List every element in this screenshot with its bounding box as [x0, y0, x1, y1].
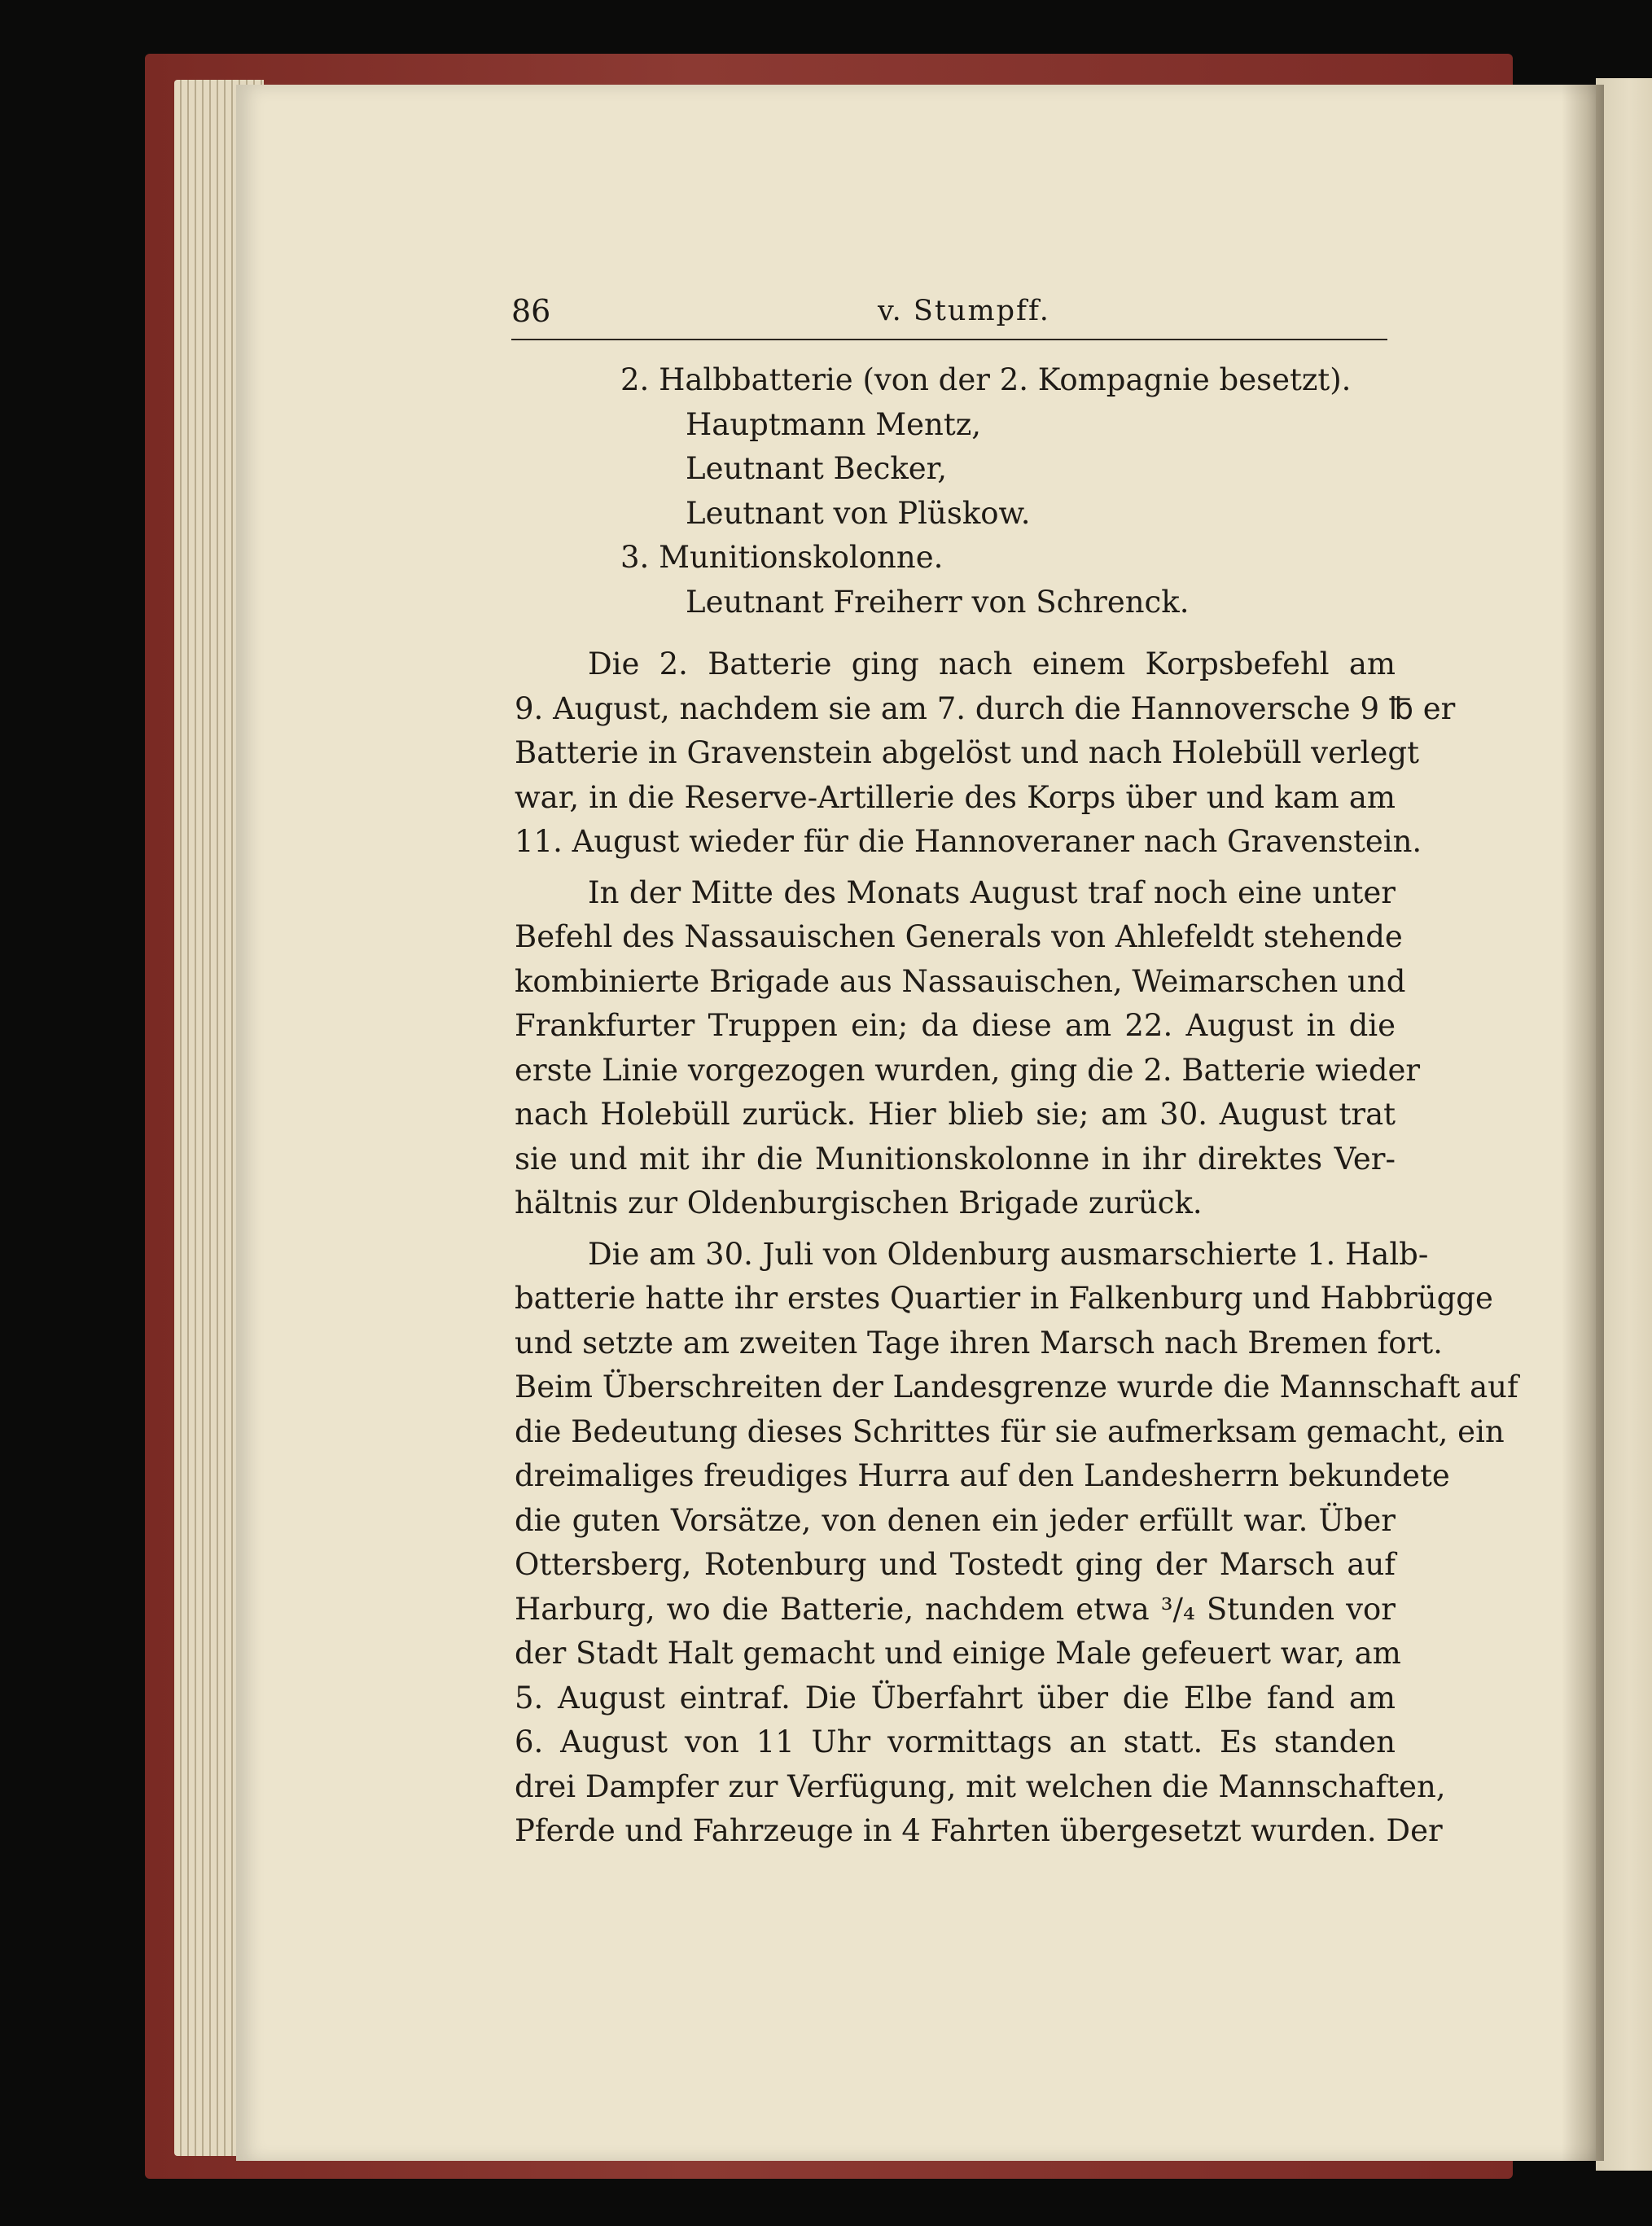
text-line: 9. August, nachdem sie am 7. durch die Hannoversche 9 ℔ er	[515, 690, 1456, 726]
text-line: und setzte am zweiten Tage ihren Marsch nach Bremen fort.	[515, 1325, 1443, 1361]
text-line: drei Dampfer zur Verfügung, mit welchen die Mannschaften,	[515, 1768, 1446, 1804]
running-head: v. Stumpff.	[878, 295, 1050, 327]
text-line: der Stadt Halt gemacht und einige Male gefeuert war, am	[515, 1636, 1401, 1671]
text-line: Batterie in Gravenstein abgelöst und nach Holebüll verlegt	[515, 735, 1419, 770]
text-line: nach Holebüll zurück. Hier blieb sie; am 30. August trat	[515, 1097, 1396, 1132]
text-line: batterie hatte ihr erstes Quartier in Falkenburg und Habbrügge	[515, 1281, 1493, 1316]
paragraph-spacer	[515, 624, 1396, 642]
page-header	[511, 291, 1387, 340]
text-line: dreimaliges freudiges Hurra auf den Landesherrn bekundete	[515, 1458, 1450, 1493]
text-line: kombinierte Brigade aus Nassauischen, Weimarschen und	[515, 963, 1406, 999]
text-line: Leutnant Becker,	[686, 451, 948, 486]
text-line: In der Mitte des Monats August traf noch eine unter	[588, 874, 1396, 910]
text-line: Hauptmann Mentz,	[686, 406, 982, 442]
facing-page-edge	[1596, 78, 1652, 2171]
text-line: Die am 30. Juli von Oldenburg ausmarschierte 1. Halb-	[588, 1236, 1429, 1272]
text-line: Befehl des Nassauischen Generals von Ahlefeldt stehende	[515, 919, 1403, 954]
text-line: 6. August von 11 Uhr vormittags an statt. Es standen	[515, 1724, 1396, 1759]
text-line: Harburg, wo die Batterie, nachdem etwa ³/₄ Stunden vor	[515, 1591, 1396, 1627]
text-line: war, in die Reserve-Artillerie des Korps über und kam am	[515, 779, 1396, 815]
text-line: hältnis zur Oldenburgischen Brigade zurück.	[515, 1185, 1203, 1220]
text-line: Pferde und Fahrzeuge in 4 Fahrten übergesetzt wurden. Der	[515, 1813, 1443, 1848]
paragraph-spacer	[515, 1226, 1396, 1233]
text-line: 11. August wieder für die Hannoveraner nach Gravenstein.	[515, 824, 1422, 859]
body-text	[515, 358, 1518, 1854]
text-line: Leutnant Freiherr von Schrenck.	[686, 584, 1190, 620]
text-line: Leutnant von Plüskow.	[686, 495, 1031, 531]
gutter-shadow	[1562, 85, 1604, 2161]
text-line: 3. Munitionskolonne.	[620, 540, 944, 575]
page-number: 86	[511, 293, 551, 329]
text-line: sie und mit ihr die Munitionskolonne in ihr direktes Ver-	[515, 1141, 1396, 1177]
text-line: die guten Vorsätze, von denen ein jeder erfüllt war. Über	[515, 1502, 1396, 1538]
text-line: die Bedeutung dieses Schrittes für sie aufmerksam gemacht, ein	[515, 1413, 1505, 1449]
paragraph-spacer	[515, 865, 1396, 871]
text-line: 5. August eintraf. Die Überfahrt über die Elbe fand am	[515, 1680, 1396, 1716]
text-line: Die 2. Batterie ging nach einem Korpsbefehl am	[588, 646, 1396, 681]
text-line: Beim Überschreiten der Landesgrenze wurde die Mannschaft auf	[515, 1369, 1518, 1404]
text-line: erste Linie vorgezogen wurden, ging die 2. Batterie wieder	[515, 1052, 1421, 1088]
text-line: Ottersberg, Rotenburg und Tostedt ging der Marsch auf	[515, 1547, 1396, 1582]
text-line: Frankfurter Truppen ein; da diese am 22. August in die	[515, 1008, 1396, 1043]
text-line: 2. Halbbatterie (von der 2. Kompagnie besetzt).	[620, 362, 1352, 397]
